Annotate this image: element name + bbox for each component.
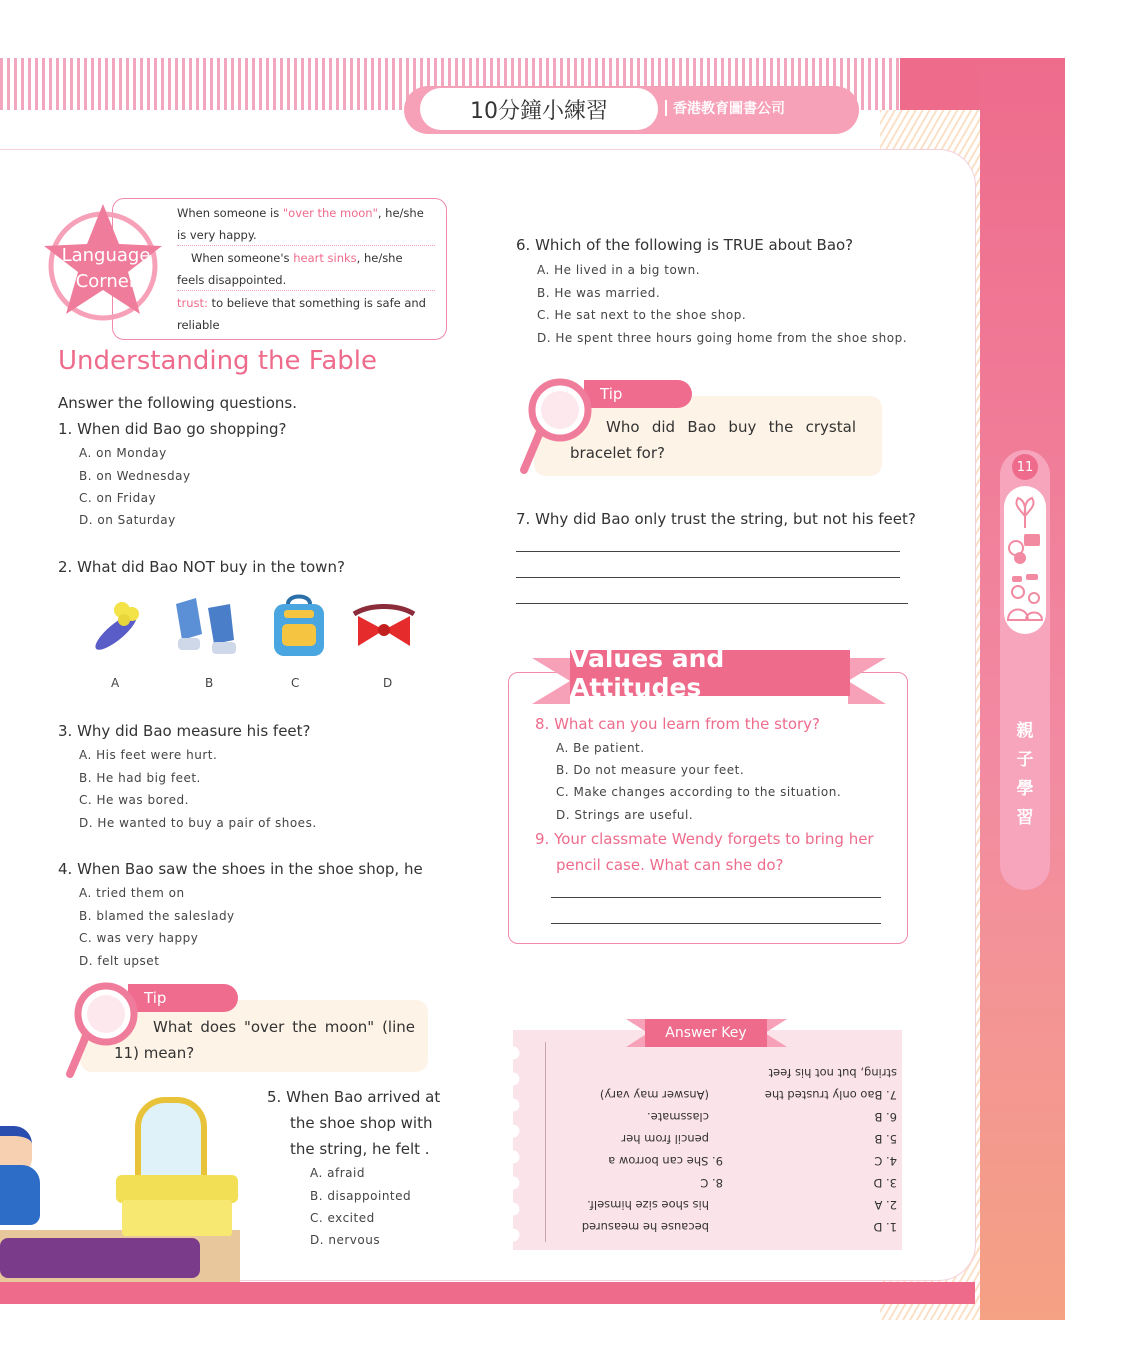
page-number: 11: [1012, 454, 1038, 480]
language-corner-badge: [52, 243, 160, 295]
answer-key-label: Answer Key: [645, 1019, 767, 1047]
question-5-cont: the string, he felt .: [290, 1140, 430, 1158]
question-5: 5. When Bao arrived at: [267, 1088, 441, 1106]
answer-item: 7. Bao only trusted the: [764, 1088, 897, 1102]
q3-option[interactable]: B. He had big feet.: [79, 771, 201, 785]
answer-key-content: [547, 1043, 897, 1238]
values-title: Values and Attitudes: [570, 650, 850, 696]
bottom-band: [0, 1282, 975, 1304]
q6-option[interactable]: A. He lived in a big town.: [537, 263, 701, 277]
bow-tie-icon[interactable]: [350, 604, 418, 652]
question-2: 2. What did Bao NOT buy in the town?: [58, 558, 345, 576]
gloves-icon[interactable]: [168, 594, 250, 660]
q5-option[interactable]: A. afraid: [310, 1166, 365, 1180]
tip-text: 11) mean?: [114, 1044, 195, 1062]
lc-line: When someone is "over the moon", he/she: [177, 206, 424, 220]
divider: [177, 290, 435, 291]
q5-option[interactable]: B. disappointed: [310, 1189, 412, 1203]
lc-line: trust: to believe that something is safe and: [177, 296, 426, 310]
answer-item: classmate.: [646, 1110, 709, 1124]
q3-option[interactable]: D. He wanted to buy a pair of shoes.: [79, 816, 317, 830]
q4-option[interactable]: B. blamed the saleslady: [79, 909, 235, 923]
question-5-cont: the shoe shop with: [290, 1114, 433, 1132]
badge-line: Corner: [75, 271, 137, 292]
answer-item: string, but not his feet: [768, 1066, 897, 1080]
q6-option[interactable]: C. He sat next to the shoe shop.: [537, 308, 747, 322]
lc-line: reliable: [177, 318, 220, 332]
option-label: B: [205, 676, 214, 690]
question-4: 4. When Bao saw the shoes in the shoe shop, he: [58, 860, 423, 878]
side-label: [1012, 716, 1038, 828]
q3-option[interactable]: A. His feet were hurt.: [79, 748, 218, 762]
lc-line: is very happy.: [177, 228, 257, 242]
page-title: 10分鐘小練習: [420, 88, 658, 130]
question-3: 3. Why did Bao measure his feet?: [58, 722, 311, 740]
q6-option[interactable]: B. He was married.: [537, 286, 661, 300]
side-label-char: 學: [1016, 779, 1034, 799]
answer-item: 3. D: [873, 1176, 897, 1190]
answer-line[interactable]: [551, 897, 881, 898]
tip-label: Tip: [584, 380, 692, 408]
option-label: A: [111, 676, 120, 690]
answer-line[interactable]: [551, 923, 881, 924]
option-label: C: [291, 676, 300, 690]
publisher-name: 香港教育圖書公司: [673, 98, 785, 118]
instruction: Answer the following questions.: [58, 394, 297, 412]
answer-line[interactable]: [516, 551, 900, 552]
tip-text: Who did Bao buy the crystal: [606, 418, 856, 436]
lc-line: feels disappointed.: [177, 273, 287, 287]
option-label: D: [383, 676, 393, 690]
q5-option[interactable]: C. excited: [310, 1211, 375, 1225]
answer-line[interactable]: [516, 577, 900, 578]
q8-option[interactable]: C. Make changes according to the situation.: [556, 785, 842, 799]
notebook-holes: [513, 1040, 529, 1245]
dresser-body: [122, 1200, 232, 1236]
backpack-icon[interactable]: [270, 594, 328, 660]
q3-option[interactable]: C. He was bored.: [79, 793, 189, 807]
question-6: 6. Which of the following is TRUE about Bao?: [516, 236, 854, 254]
answer-item: 4. C: [874, 1154, 897, 1168]
q4-option[interactable]: D. felt upset: [79, 954, 160, 968]
side-label-char: 子: [1016, 750, 1034, 770]
answer-line[interactable]: [516, 603, 908, 604]
answer-item: his shoe size himself.: [587, 1198, 709, 1212]
answer-item: 9. She can borrow a: [608, 1154, 723, 1168]
answer-item: 8. C: [700, 1176, 723, 1190]
q4-option[interactable]: A. tried them on: [79, 886, 185, 900]
q8-option[interactable]: A. Be patient.: [556, 741, 645, 755]
ribbon-tail: [532, 658, 570, 704]
q5-option[interactable]: D. nervous: [310, 1233, 381, 1247]
q1-option[interactable]: B. on Wednesday: [79, 469, 191, 483]
learning-icons: [1004, 486, 1046, 634]
rug: [0, 1238, 200, 1278]
q8-option[interactable]: D. Strings are useful.: [556, 808, 694, 822]
q4-option[interactable]: C. was very happy: [79, 931, 199, 945]
q1-option[interactable]: A. on Monday: [79, 446, 167, 460]
section-title: Understanding the Fable: [58, 346, 377, 376]
q6-option[interactable]: D. He spent three hours going home from the shoe shop.: [537, 331, 908, 345]
divider: [177, 245, 435, 246]
answer-item: 1. D: [873, 1220, 897, 1234]
badge-line: Language: [61, 245, 151, 266]
question-7: 7. Why did Bao only trust the string, but not his feet?: [516, 510, 916, 528]
answer-item: pencil from her: [621, 1132, 709, 1146]
q8-option[interactable]: B. Do not measure your feet.: [556, 763, 745, 777]
side-label-char: 習: [1016, 808, 1034, 828]
margin-line: [545, 1042, 546, 1242]
lc-line: When someone's heart sinks, he/she: [191, 251, 403, 265]
question-1: 1. When did Bao go shopping?: [58, 420, 287, 438]
tip-text: bracelet for?: [570, 444, 665, 462]
q1-option[interactable]: C. on Friday: [79, 491, 157, 505]
ribbon-tail: [848, 658, 886, 704]
answer-item: 2. A: [874, 1198, 897, 1212]
answer-item: (Answer may vary): [599, 1088, 709, 1102]
answer-item: because he measured: [581, 1220, 709, 1234]
side-icons-panel: [1004, 486, 1046, 634]
question-8: 8. What can you learn from the story?: [535, 715, 821, 733]
dresser-top: [116, 1175, 238, 1203]
tip-label: Tip: [128, 984, 238, 1012]
hair-clip-icon[interactable]: [86, 596, 150, 656]
q1-option[interactable]: D. on Saturday: [79, 513, 176, 527]
boy-illustration-body: [0, 1165, 40, 1225]
answer-item: 6. B: [874, 1110, 897, 1124]
side-label-char: 親: [1016, 721, 1034, 741]
question-9: 9. Your classmate Wendy forgets to bring her: [535, 830, 874, 848]
answer-item: 5. B: [874, 1132, 897, 1146]
tip-text: What does "over the moon" (line: [153, 1018, 415, 1036]
question-9-cont: pencil case. What can she do?: [556, 856, 784, 874]
